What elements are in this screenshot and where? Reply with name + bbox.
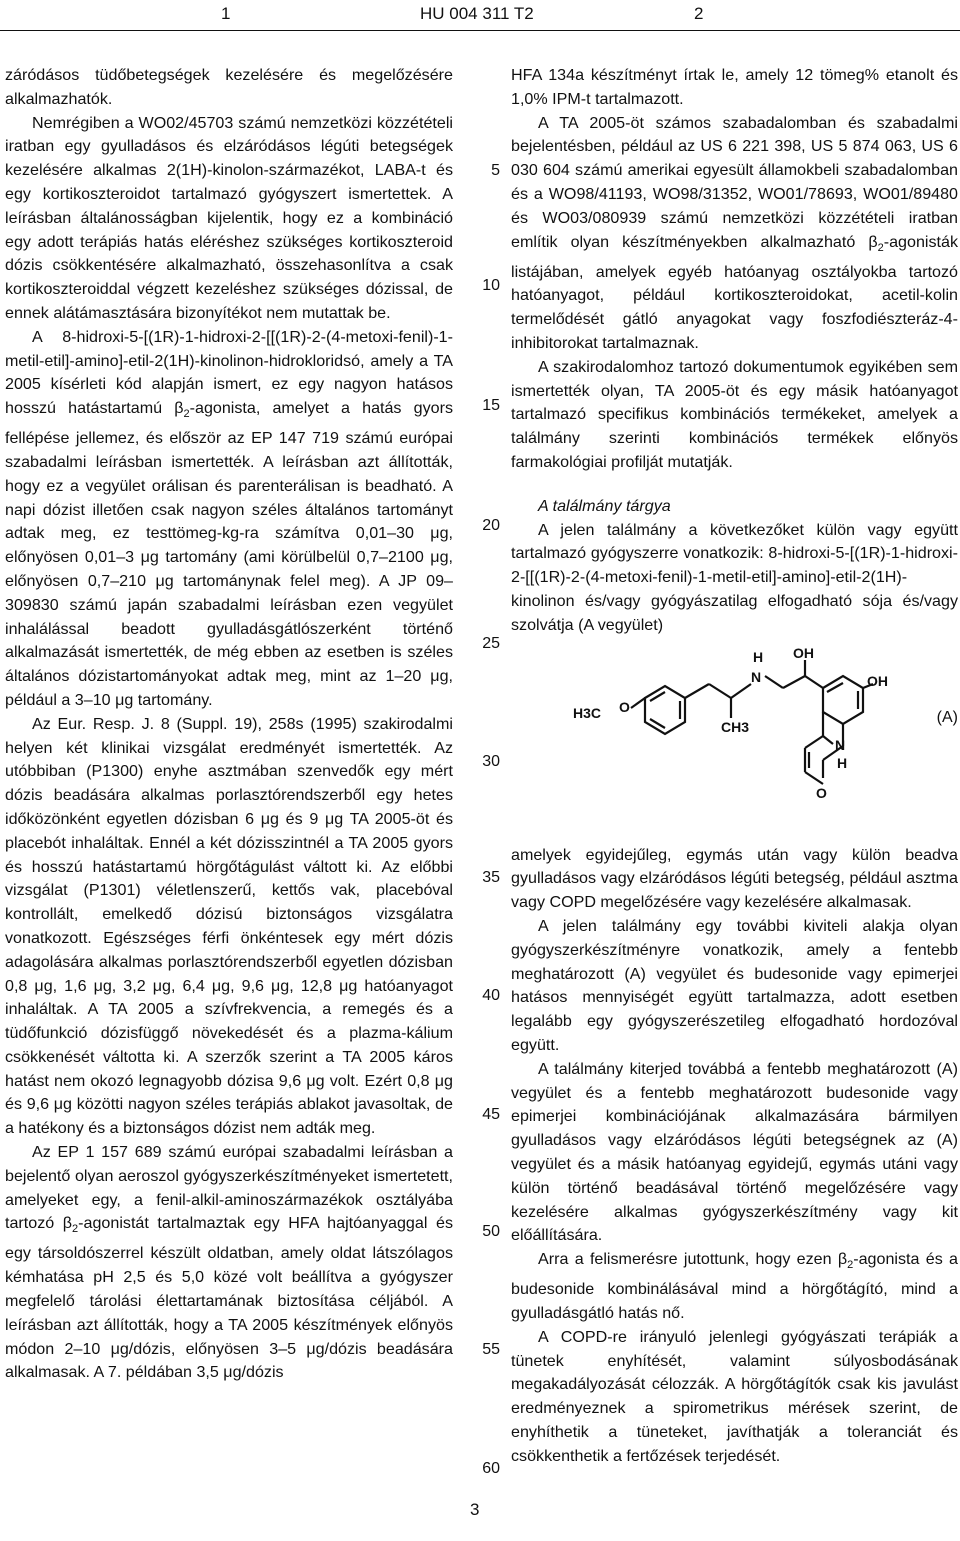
- line-number: 55: [482, 1341, 500, 1358]
- line-number: 10: [482, 277, 500, 294]
- line-number: 35: [482, 869, 500, 886]
- header-page-right: 2: [694, 4, 704, 23]
- header-document-id: HU 004 311 T2: [420, 4, 534, 23]
- paragraph: A szakirodalomhoz tartozó dokumentumok egyikében sem ismertették olyan, TA 2005-öt és egy másik hatóanyagot tartalmazó specifikus kombinációs termékeket, amelyek a találmány szerinti kombinációs termékek előnyös farmakológiai profilját mutatják.: [511, 357, 958, 471]
- structure-diagram: [561, 646, 891, 836]
- paragraph: Arra a felismerésre jutottunk, hogy ezen $\beta_2$-agonista és a budesonide kombinálásával mind a hörgőtágító, mind a gyulladásgátló hatás nő.: [511, 1250, 958, 1322]
- amine-nitrogen-label: N: [751, 668, 762, 685]
- line-number: 45: [482, 1106, 500, 1123]
- paragraph: HFA 134a készítményt írtak le, amely 12 tömeg% etanolt és 1,0% IPM-t tartalmazott.: [511, 66, 958, 108]
- header-page-left: 1: [221, 4, 231, 23]
- line-number: 15: [482, 397, 500, 414]
- line-number: 50: [482, 1223, 500, 1240]
- line-number: 25: [482, 635, 500, 652]
- formula-label: (A): [936, 708, 958, 726]
- paragraph: záródásos tüdőbetegségek kezelésére és megelőzésére alkalmazhatók.: [5, 66, 453, 108]
- page-header: [0, 0, 960, 28]
- paragraph: A jelen találmány egy további kiviteli alakja olyan gyógyszerkészítményre vonatkozik, amely a fentebb meghatározott (A) vegyület és budesonide vagy epimerjei hatásos mennyiségét együtt tartalmazza, adott esetben legalább egy gyógyszerészetileg elfogadható hordozóval együtt.: [511, 916, 958, 1054]
- paragraph: A találmány kiterjed továbbá a fentebb meghatározott (A) vegyület és a fentebb meghatározott budesonide vagy epimerjei kombinációjának alkalmazására bármilyen gyulladásos vagy elzáródásos légúti betegségnek az (A) vegyület és a másik hatóanyag egyidejű, egymás utáni vagy külön történő beadásával történő megelőzésére vagy kezelésére alkalmas gyógyszerkészítmény vagy kit előállítására.: [511, 1059, 958, 1245]
- chemical-structure: [511, 646, 958, 836]
- paragraph: Az EP 1 157 689 számú európai szabadalmi leírásban a bejelentő olyan aeroszol gyógyszerkészítményeket ismertetett, amelyeket egy, a fenil-alkil-aminoszármazékok osztályába tartozó $\beta_2$-agonistát tartalmaztak egy HFA hajtóanyaggal és egy társoldószerrel készült oldatban, amely oldat látszólagos kémhatása pH 2,5 és 5,0 közé volt beállítva a gyógyszer megfelelő tárolási élettartamának biztosítása céljából. A leírásban azt állították, hogy a TA 2005 készítmények előnyös módon 2–10 μg/dózis, előnyösen 3–5 μg/dózis beadására alkalmasak. A 7. példában 3,5 μg/dózis: [5, 1143, 453, 1382]
- paragraph: Nemrégiben a WO02/45703 számú nemzetközi közzétételi iratban egy gyulladásos és elzáródásos légúti betegségek kezelésére alkalmas 2(1H)-kinolon-származékot, LABA-t és egy kortikoszteroidot tartalmazó gyógyszert ismertettek. A leírásban általánosságban kijelentik, hogy ez a kombináció egy adott terápiás hatás eléréshez szükséges kortikoszteroid dózis csökkentésére alkalmazható, összehasonlítva a csak kortikoszteroiddal végzett kezeléshez szükséges dózissal, de ennek alátámasztására bizonyítékot nem mutattak be.: [5, 113, 453, 322]
- paragraph: amelyek egyidejűleg, egymás után vagy külön beadva gyulladásos vagy elzáródásos légúti betegség, például asztma vagy COPD megelőzésére vagy kezelésére alkalmasak.: [511, 845, 958, 912]
- line-number: 20: [482, 517, 500, 534]
- methoxy-oxygen-label: O: [619, 698, 630, 715]
- ring-nitrogen-label: N: [835, 736, 846, 753]
- ring-hydrogen-label: H: [837, 754, 848, 771]
- amine-hydrogen-label: H: [753, 648, 764, 665]
- methyl-label: CH3: [721, 718, 750, 735]
- hydroxy-top-label: OH: [793, 645, 814, 661]
- left-column: [5, 64, 453, 1385]
- footer-page-number: 3: [470, 1500, 480, 1519]
- line-number: 5: [491, 162, 500, 179]
- right-column: [511, 64, 958, 1468]
- line-number: 60: [482, 1460, 500, 1477]
- paragraph: A jelen találmány a következőket külön vagy együtt tartalmazó gyógyszerre vonatkozik: 8-hidroxi-5-[(1R)-1-hidroxi-2-[[(1R)-2-(4-metoxi-fenil)-1-metil-etil]-amino]-etil-2(1H)-kinolinon és/vagy gyógyászatilag elfogadható sója és/vagy szolvátja (A vegyület): [511, 520, 958, 634]
- paragraph: A 8-hidroxi-5-[(1R)-1-hidroxi-2-[[(1R)-2-(4-metoxi-fenil)-1-metil-etil]-amino]-etil-2(1H)-kinolinon-hidrokloridsó, amely a TA 2005 kísérleti kód alapján ismert, ez egy nagyon hatásos hosszú hatástartamú $\beta_2$-agonista, amelyet a hatás gyors fellépése jellemez, és először az EP 147 719 számú európai szabadalmi leírásban ismertették. A leírásban azt állították, hogy ez a vegyület orálisan és parenterálisan is beadható. A napi dózist illetően csak nagyon széles általános tartományt adtak meg, ez testtömeg-kg-ra számítva 0,01–30 μg, előnyösen 0,01–3 μg tartomány (ami körülbelül 0,7–2100 μg, előnyösen 0,7–210 μg tartománynak felel meg). A JP 09–309830 számú japán szabadalmi leírásban ezen vegyület inhalálással beadott gyulladásgátlószerként történő alkalmazását ismertették, de még ebben az esetben is széles általános dózistartományokat adtak meg, mint az 1–20 μg, például a 3–10 μg tartomány.: [5, 327, 454, 709]
- section-subheading: A találmány tárgya: [538, 496, 671, 515]
- methoxy-label: H3C: [573, 704, 602, 721]
- carbonyl-oxygen-label: O: [816, 784, 827, 801]
- paragraph: Az Eur. Resp. J. 8 (Suppl. 19), 258s (1995) szakirodalmi helyen két klinikai vizsgálat eredményét ismertették. Az utóbbiban (P1300) enyhe asztmában szenvedők egy mért dózis beadására alkalmas porlasztórendszerből egy hetes időközönként egyetlen dózisban 6 μg és 9 μg TA 2005-öt és placebót inhaláltak. Ennél a két dózisszintnél a TA 2005 gyors és hosszú hatástartamú hörgőtágulást váltott ki. Az előbbi vizsgálat (P1301) véletlenszerű, kettős vak, placebóval kontrollált, emelkedő dózisú biztonságos vizsgálatra vonatkozott. Egészséges férfi önkéntesek egy mért dózis adagolására alkalmas porlasztórendszerből egyetlen dózisban 0,8 μg, 1,6 μg, 3,2 μg, 6,4 μg, 9,6 μg, 12,8 μg hatóanyagot inhaláltak. A TA 2005 a szívfrekvencia, a remegés és a tüdőfunkció dózisfüggő növekedését és a plazma-kálium csökkenését váltotta ki. A szerzők szerint a TA 2005 káros hatást nem okozó legnagyobb dózisa 9,6 μg volt. Ezért 0,8 μg és 9,6 μg közötti nagyon széles terápiás ablakot javasoltak, de a hatékony és a biztonságos dózist nem adták meg.: [5, 714, 453, 1138]
- paragraph: A TA 2005-öt számos szabadalomban és szabadalmi bejelentésben, például az US 6 221 398, US 5 874 063, US 6 030 604 számú amerikai egyesült államokbeli szabadalomban és a WO98/41193, WO98/31352, WO01/78693, WO01/89480 és WO03/080939 számú nemzetközi közzétételi iratban említik olyan készítményekben alkalmazható $\beta_2$-agonisták listájában, amelyek egyéb hatóanyag osztályokba tartozó hatóanyagot, például kortikoszteroidokat, acetil-kolin termelődését gátló anyagokat vagy foszfodiészteráz-4-inhibitorokat tartalmaznak.: [511, 113, 958, 352]
- line-number: 30: [482, 753, 500, 770]
- line-number: 40: [482, 987, 500, 1004]
- header-rule: [0, 30, 960, 31]
- hydroxy-bottom-label: OH: [867, 672, 888, 689]
- paragraph: A COPD-re irányuló jelenlegi gyógyászati terápiák a tünetek enyhítését, valamint súlyosbodásának megakadályozását célozzák. A hörgőtágítók csak kis javulást eredményeznek a spirometrikus mérések szerint, de enyhíthetik a tüneteket, javíthatják a toleranciát és csökkenthetik a fertőzések terjedését.: [511, 1327, 958, 1465]
